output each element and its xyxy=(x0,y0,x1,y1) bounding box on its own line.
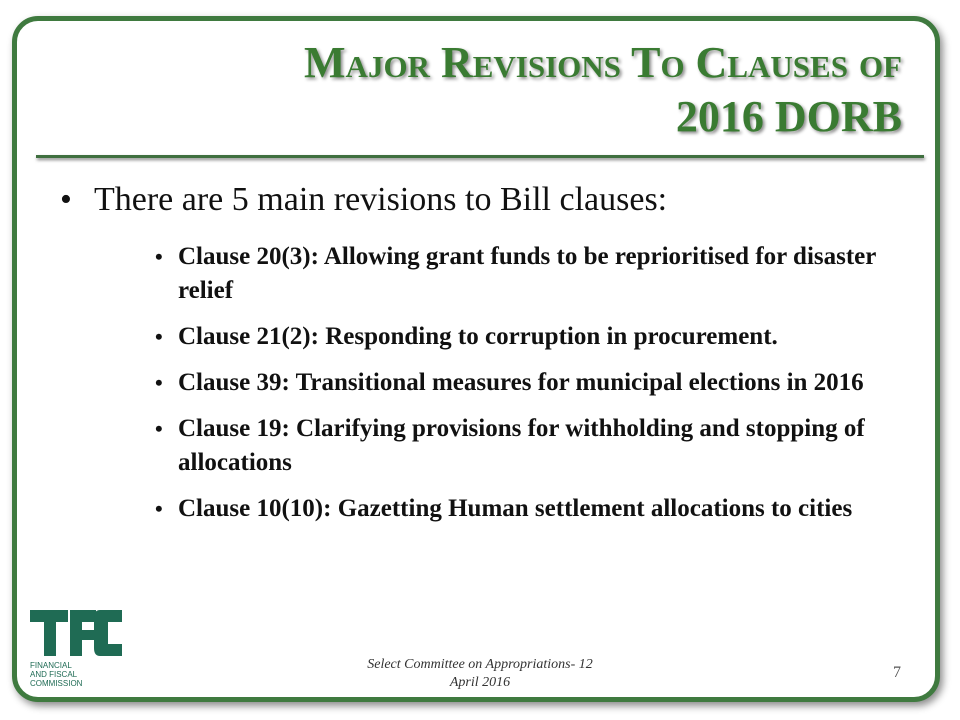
page-number: 7 xyxy=(893,664,901,681)
ffc-logo-mark-icon xyxy=(30,610,122,656)
slide-title xyxy=(82,36,902,144)
clause-text: Clause 20(3): Allowing grant funds to be reprioritised for disaster relief xyxy=(178,243,876,304)
main-bullet xyxy=(60,178,920,222)
clause-text: Clause 10(10): Gazetting Human settlement allocations to cities xyxy=(178,495,853,522)
clause-item xyxy=(155,412,925,480)
bullet-dot-icon: • xyxy=(155,496,163,521)
logo-text-line-2: AND FISCAL xyxy=(30,670,78,679)
ffc-logo xyxy=(28,608,124,690)
footer-text xyxy=(320,656,640,692)
bullet-dot-icon: • xyxy=(155,416,163,441)
clause-text: Clause 21(2): Responding to corruption in procurement. xyxy=(178,323,778,350)
clause-text: Clause 19: Clarifying provisions for withholding and stopping of allocations xyxy=(178,415,865,476)
bullet-dot-icon: • xyxy=(155,370,163,395)
footer-line-2: April 2016 xyxy=(449,675,511,690)
clause-item xyxy=(155,320,925,354)
logo-text-line-3: COMMISSION xyxy=(30,679,83,688)
logo-text-line-1: FINANCIAL xyxy=(30,661,72,670)
bullet-dot-icon: • xyxy=(155,244,163,269)
bullet-dot-icon: • xyxy=(60,181,72,218)
title-divider xyxy=(36,155,924,158)
clause-text: Clause 39: Transitional measures for municipal elections in 2016 xyxy=(178,369,864,396)
clause-list xyxy=(155,240,925,538)
title-line-1: Major Revisions To Clauses of xyxy=(304,38,902,87)
title-line-2: 2016 DORB xyxy=(675,92,902,141)
clause-item xyxy=(155,492,925,526)
bullet-dot-icon: • xyxy=(155,324,163,349)
clause-item xyxy=(155,366,925,400)
main-bullet-text: There are 5 main revisions to Bill clauses: xyxy=(94,181,668,218)
footer-line-1: Select Committee on Appropriations- 12 xyxy=(367,657,593,672)
clause-item xyxy=(155,240,925,308)
